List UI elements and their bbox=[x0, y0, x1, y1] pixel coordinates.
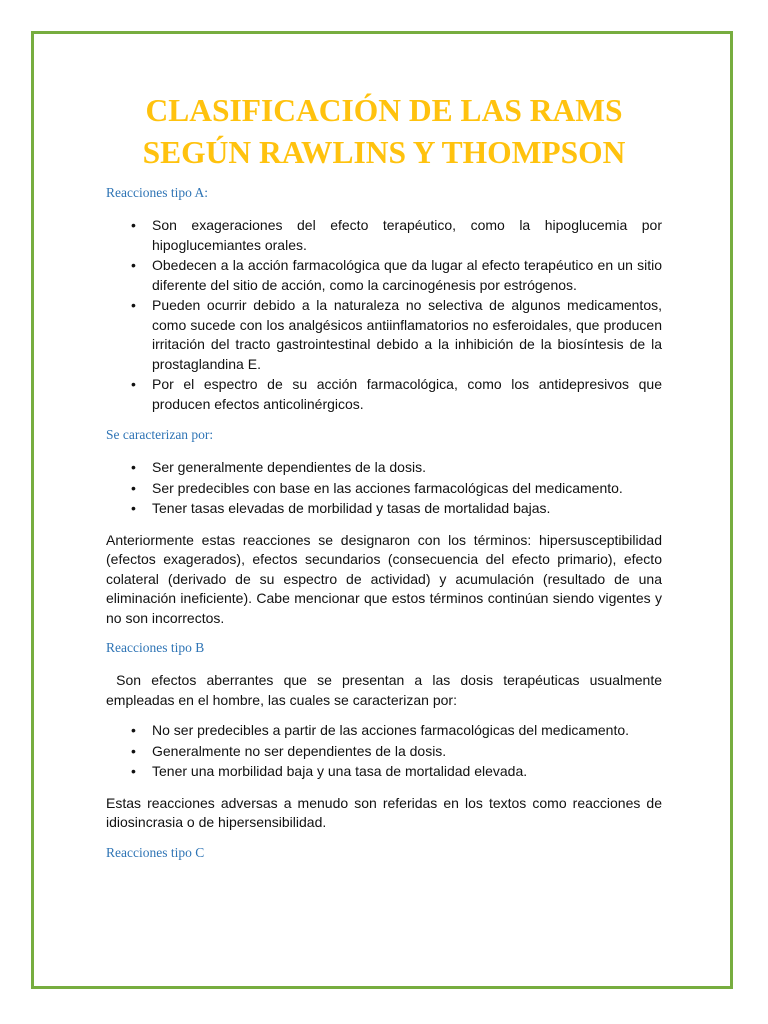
list-item: • Tener una morbilidad baja y una tasa de mortalidad elevada. bbox=[152, 762, 662, 782]
heading-se-caracterizan: Se caracterizan por: bbox=[106, 427, 214, 442]
list-item: • Ser generalmente dependientes de la dosis. bbox=[152, 458, 662, 478]
heading-reacciones-tipo-c: Reacciones tipo C bbox=[106, 844, 205, 860]
paragraph-terminos: Anteriormente estas reacciones se designaron con los términos: hipersusceptibilidad (efectos exagerados), efectos secundarios (consecuencia del efecto primario), efecto colateral (derivado de su espectro de actividad) y acumulación (resultado de una eliminación ineficiente). Cabe mencionar que estos términos continúan siendo vigentes y no son incorrectos. bbox=[106, 531, 662, 626]
list-caracteristicas bbox=[106, 458, 662, 519]
bullet-icon: • bbox=[131, 479, 136, 496]
bullet-icon: • bbox=[131, 257, 136, 273]
list-item: • Pueden ocurrir debido a la naturaleza no selectiva de algunos medicamentos, como sucede con los analgésicos antiinflamatorios no esferoidales, que producen irritación del tracto gastrointestinal debido a la inhibición de la biosíntesis de la prostaglandina E. bbox=[131, 297, 662, 372]
list-item: • Obedecen a la acción farmacológica que da lugar al efecto terapéutico en un sitio diferente del sitio de acción, como la carcinogénesis por estrógenos. bbox=[131, 257, 662, 293]
list-tipo-b bbox=[106, 721, 662, 782]
title-line-2: SEGÚN RAWLINS Y THOMPSON bbox=[142, 135, 626, 170]
bullet-icon: • bbox=[131, 217, 136, 233]
bullet-icon: • bbox=[131, 297, 136, 313]
list-item: • Son exageraciones del efecto terapéutico, como la hipoglucemia por hipoglucemiantes orales. bbox=[131, 217, 662, 253]
bullet-icon: • bbox=[131, 722, 136, 738]
list-tipo-a bbox=[106, 216, 662, 414]
list-item: • Tener tasas elevadas de morbilidad y tasas de mortalidad bajas. bbox=[152, 499, 662, 519]
document-title bbox=[106, 90, 662, 174]
paragraph-idiosincrasia: Estas reacciones adversas a menudo son referidas en los textos como reacciones de idiosincrasia o de hipersensibilidad. bbox=[106, 794, 662, 830]
bullet-icon: • bbox=[131, 742, 136, 759]
bullet-icon: • bbox=[131, 763, 136, 779]
title-line-1: CLASIFICACIÓN DE LAS RAMS bbox=[145, 93, 623, 128]
heading-reacciones-tipo-b: Reacciones tipo B bbox=[106, 640, 205, 655]
document-body bbox=[106, 90, 666, 876]
list-item: • No ser predecibles a partir de las acciones farmacológicas del medicamento. bbox=[152, 721, 662, 741]
bullet-icon: • bbox=[131, 459, 136, 475]
list-item: • Por el espectro de su acción farmacológica, como los antidepresivos que producen efectos anticolinérgicos. bbox=[131, 376, 662, 412]
bullet-icon: • bbox=[131, 376, 136, 392]
list-item: • Ser predecibles con base en las acciones farmacológicas del medicamento. bbox=[152, 479, 662, 499]
bullet-icon: • bbox=[131, 500, 136, 516]
list-item: • Generalmente no ser dependientes de la dosis. bbox=[152, 742, 662, 762]
paragraph-tipo-b-intro: Son efectos aberrantes que se presentan a las dosis terapéuticas usualmente empleadas en el hombre, las cuales se caracterizan por: bbox=[106, 672, 666, 708]
heading-reacciones-tipo-a: Reacciones tipo A: bbox=[106, 185, 208, 200]
